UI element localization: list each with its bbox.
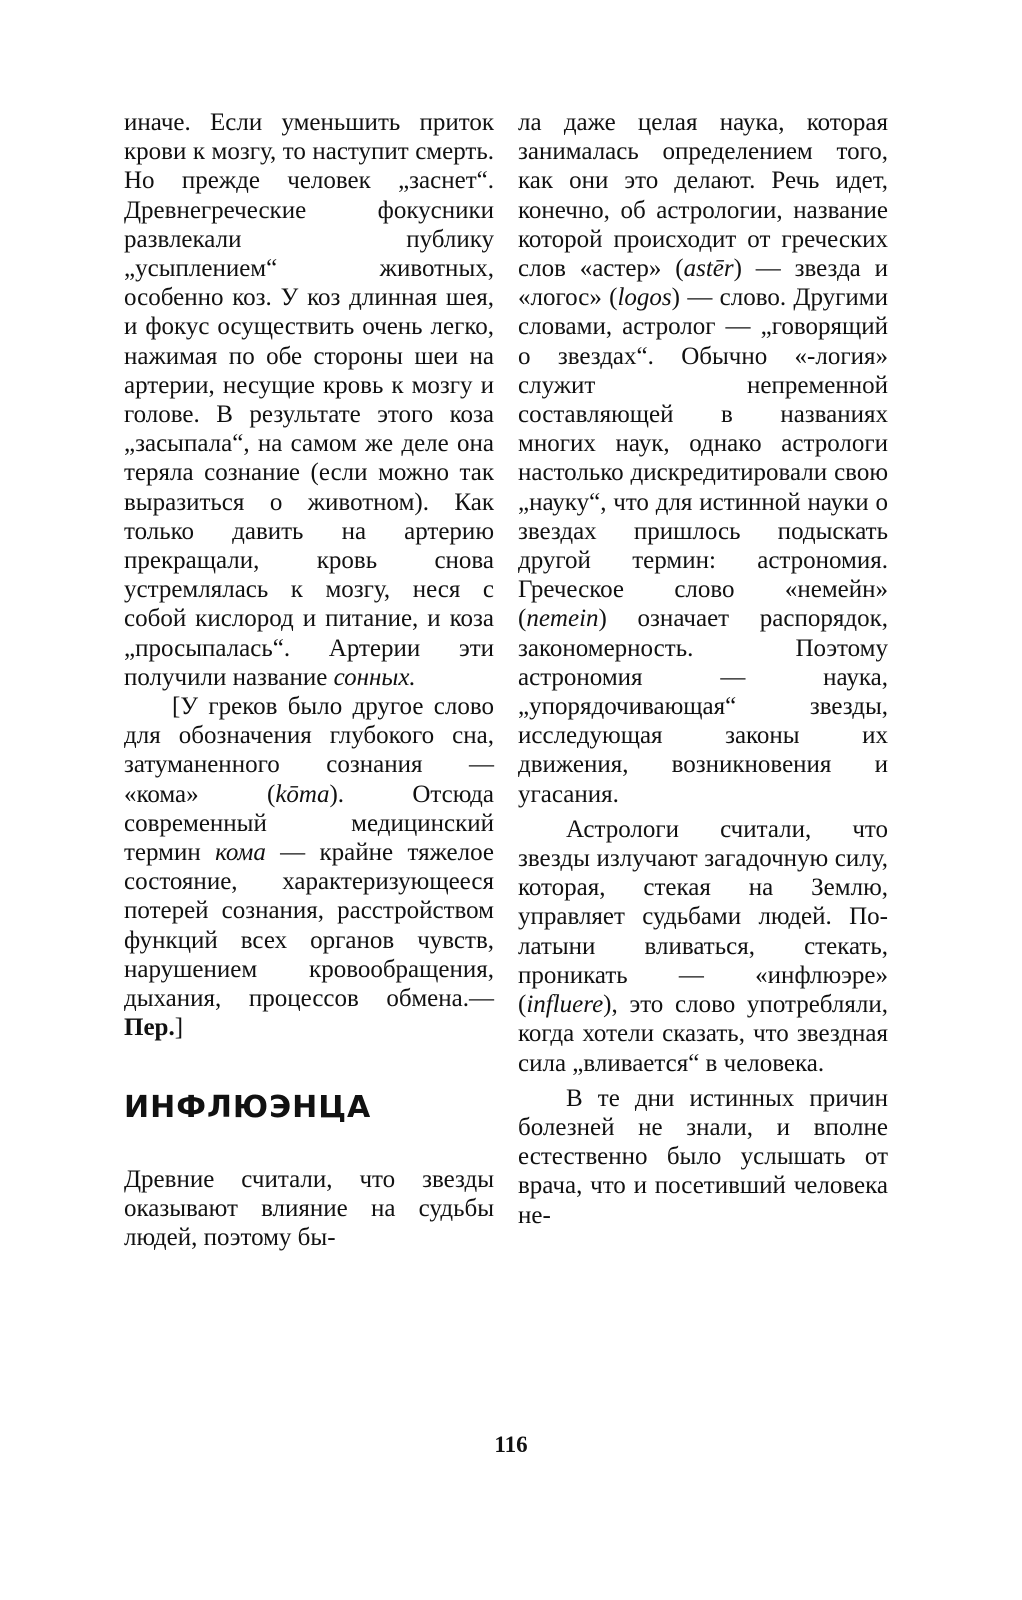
text-run: — крайне тяжелое состояние, характеризующееся потерей сознания, расстройством функций всех органов чувств, нарушением кровообращения, дыхания, процессов обмена.— [124, 839, 494, 1013]
text-run: ] [174, 1014, 184, 1042]
text-run: ). Отсюда современный медицинский термин [124, 780, 494, 867]
term-italic: сонных. [333, 663, 416, 691]
paragraph-right-3: В те дни истинных причин болезней не знали, и вполне естественно было услышать от врача, что и посетивший человека не- [518, 1084, 888, 1229]
right-column [518, 108, 888, 1230]
term-italic: astēr [683, 255, 734, 283]
term-italic: кома [215, 839, 266, 867]
term-italic: influere [526, 991, 604, 1019]
paragraph-right-2 [518, 815, 888, 1078]
text-run: ), это слово употребляли, когда хотели сказать, что звездная сила „вливается“ в человека. [518, 991, 888, 1077]
translator-mark: Пер. [124, 1014, 175, 1042]
text-run: [У греков было другое слово для обозначения глубокого сна, затуманенного сознания — «кома» ( [124, 693, 494, 808]
text-run: ) — звезда и «логос» ( [518, 255, 888, 312]
section-heading: ИНФЛЮЭНЦА [124, 1089, 372, 1125]
paragraph-left-2-translator-note [124, 692, 494, 1042]
text-run: ) — слово. Другими словами, астролог — „говорящий о звездах“. Обычно «-логия» служит непременной составляющей в названиях многих наук, однако астрологи настолько дискредитировали свою „науку“, что для истинной науки о звездах пришлось подыскать другой термин: астрономия. Греческое слово «немейн» ( [518, 284, 888, 633]
paragraph-left-3: Древние считали, что звезды оказывают влияние на судьбы людей, поэтому бы- [124, 1165, 494, 1251]
term-italic: kōma [275, 780, 330, 808]
text-run: ла даже целая наука, которая занималась определением того, как они это делают. Речь идет, конечно, об астрологии, название которой происходит от греческих слов «астер» ( [518, 109, 888, 283]
term-italic: logos [617, 284, 672, 312]
text-run: иначе. Если уменьшить приток крови к мозгу, то наступит смерть. Но прежде человек „заснет“. Древнегреческие фокусники развлекали публику „усыплением“ животных, особенно коз. У коз длинная шея, и фокус осуществить очень легко, нажимая по обе стороны шеи на артерии, несущие кровь к мозгу и голове. В результате этого коза „засыпала“, на самом же деле она теряла сознание (если можно так выразиться о животном). Как только давить на артерию прекращали, кровь снова устремлялась к мозгу, неся с собой кислород и питание, и коза „просыпалась“. Артерии эти получили название [124, 109, 494, 691]
paragraph-left-1 [124, 108, 494, 692]
left-column [124, 108, 494, 1252]
paragraph-right-1 [518, 108, 888, 809]
page-number: 116 [494, 1432, 528, 1457]
text-run: Астрологи считали, что звезды излучают загадочную силу, которая, стекая на Землю, управляет судьбами людей. По-латыни вливаться, стекать, проникать — «инфлюэре» ( [518, 815, 888, 1019]
text-run: ) означает распорядок, закономерность. Поэтому астрономия — наука, „упорядочивающая“ звезды, исследующая законы их движения, возникновения и угасания. [518, 605, 888, 808]
term-italic: nemein [526, 605, 599, 633]
